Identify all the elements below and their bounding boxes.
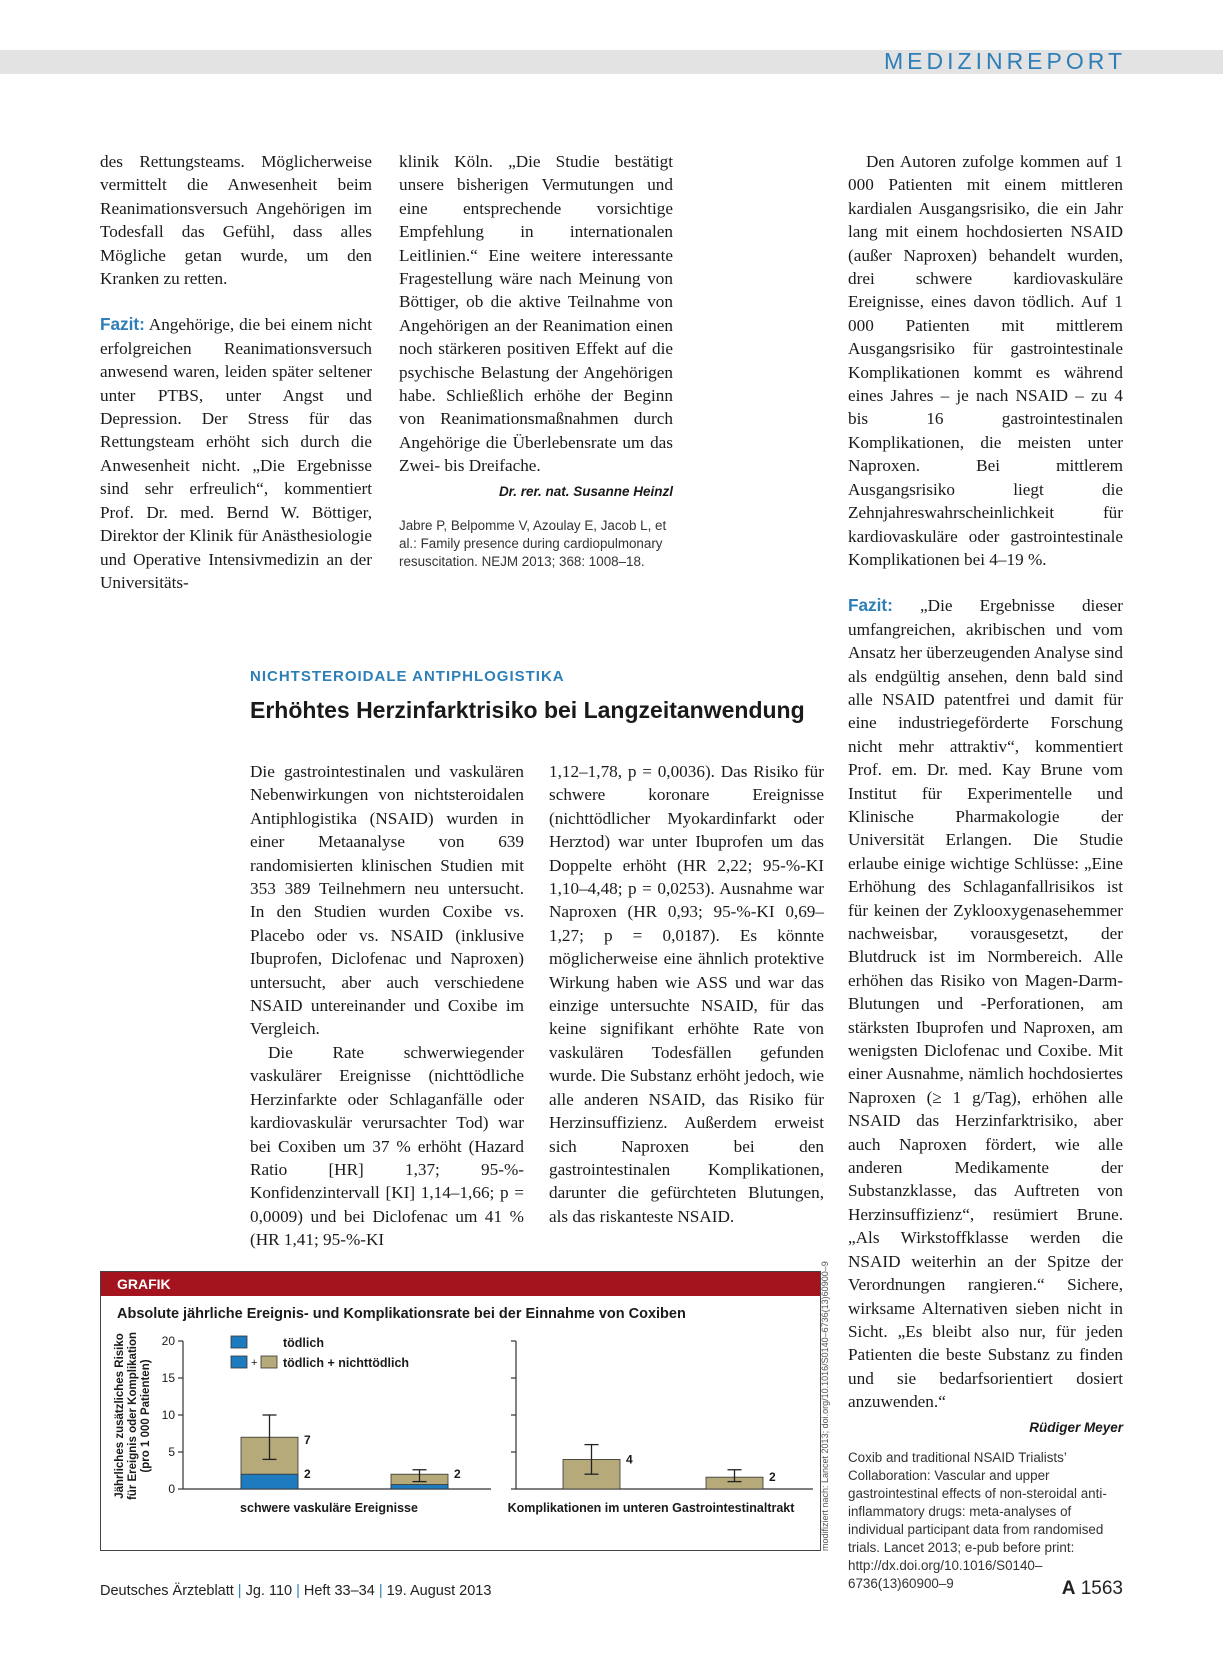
journal-name: Deutsches Ärzteblatt bbox=[100, 1583, 234, 1599]
author-byline: Dr. rer. nat. Susanne Heinzl bbox=[498, 483, 673, 499]
paragraph-fazit bbox=[100, 313, 372, 594]
journal-issue: Heft 33–34 bbox=[303, 1583, 375, 1599]
page-value: 1563 bbox=[1080, 1578, 1123, 1599]
legend-swatch-total bbox=[261, 1356, 277, 1368]
column-3 bbox=[848, 150, 1123, 1593]
article-kicker: NICHTSTEROIDALE ANTIPHLOGISTIKA bbox=[250, 668, 565, 685]
y-tick-label: 0 bbox=[168, 1482, 175, 1496]
fazit-text: Angehörige, die bei einem nicht erfolgreichen Reanimationsversuch anwesend waren, leiden später seltener unter PTBS, unter Angst und Depression. Der Stress für das Rettungsteam erhöht sich durch die Anwesenheit nicht. „Die Ergebnisse sind sehr erfreulich“, kommentiert Prof. Dr. med. Bernd W. Böttiger, Direktor der Klinik für Anästhesiologie und Operative Intensivmedizin an der Universitäts- bbox=[100, 315, 372, 592]
separator: | bbox=[378, 1583, 383, 1599]
legend-label-fatal: tödlich bbox=[283, 1336, 324, 1350]
fazit-label: Fazit: bbox=[848, 595, 893, 616]
y-axis-label-line: (pro 1 000 Patienten) bbox=[140, 1359, 152, 1473]
paragraph: Die Rate schwerwiegender vaskulärer Ereignisse (nichttödliche Herzinfarkte oder Schlaganfälle oder kardiovaskulär verursachter Tod) war bei Coxiben um 37 % erhöht (Hazard Ratio [HR] 1,37; 95-%-Konfidenzintervall [KI] 1,14–1,66; p = 0,0009) und bei Diclofenac um 41 % (HR 1,41; 95-%-KI bbox=[250, 1042, 524, 1250]
y-axis-label-line: Jährliches zusätzliches Risiko bbox=[114, 1333, 126, 1499]
page-number bbox=[1062, 1578, 1123, 1600]
page-footer bbox=[100, 1583, 491, 1599]
data-label-total: 2 bbox=[454, 1467, 461, 1482]
y-tick-label: 5 bbox=[168, 1445, 175, 1459]
data-label-total: 2 bbox=[769, 1470, 776, 1485]
reference: Coxib and traditional NSAID Trialists’ Collaboration: Vascular and upper gastrointestinal effects of non-steroidal anti-inflammatory drugs: meta-analyses of individual participant data from randomised trials. Lancet 2013; e-pub before print: http://dx.doi.org/10.1016/S0140–6736(13)60900–9 bbox=[848, 1449, 1107, 1591]
journal-volume: Jg. 110 bbox=[245, 1583, 293, 1599]
paragraph: 1,12–1,78, p = 0,0036). Das Risiko für schwere koronare Ereignisse (nichttödlicher Myokardinfarkt oder Herztod) war unter Ibuprofen um das Doppelte erhöht (HR 2,22; 95-%-KI 1,10–4,48; p = 0,0253). Ausnahme war Naproxen (HR 0,93; 95-%-KI 0,69–1,27; p = 0,0187). Es könnte möglicherweise eine ähnlich protektive Wirkung haben wie ASS und war das einzige untersuchte NSAID, für das keine signifikant erhöhte Rate von vaskulären Todesfällen gefunden wurde. Die Substanz erhöht jedoch, wie alle anderen NSAID, das Risiko für Herzinsuffizienz. Außerdem erweist sich Naproxen bei den gastrointestinalen Komplikationen, darunter die gefürchteten Blutungen, als das riskanteste NSAID. bbox=[549, 762, 824, 1226]
article-column-b bbox=[549, 760, 824, 1228]
fazit-text: „Die Ergebnisse dieser umfangreichen, akribischen und vom Ansatz her überzeugenden Analyse sind als endgültig ansehen, denn bald sind alle NSAID patentfrei und damit für eine industriegeförderte Forschung nicht mehr attraktiv“, kommentiert Prof. em. Dr. med. Kay Brune vom Institut für Experimentelle und Klinische Pharmakologie der Universität Erlangen. Die Studie erlaube einige wichtige Schlüsse: „Eine Erhöhung des Schlaganfallrisikos ist für keinen der Zyklooxygenasehemmer nachweisbar, vorausgesetzt, der Blutdruck ist im Normbereich. Alle erhöhen das Risiko von Magen-Darm-Blutungen und -Perforationen, am stärksten Ibuprofen und Naproxen, am wenigsten Diclofenac und Coxibe. Mit einer Ausnahme, nämlich hochdosiertes Naproxen (≥ 1 g/Tag), erhöhen alle NSAID das Herzinfarktrisiko, aber auch Naproxen fördert, wie alle anderen Medikamente der Substanzklasse, das Auftreten von Herzinsuffizienz“, resümiert Brune. „Als Wirkstoffklasse werden die NSAID weiterhin an der Spitze der Verordnungen rangieren.“ Sichere, wirksame Alternativen sieben nicht in Sicht. „Es bleibt also nur, für jeden Patienten die beste Substanz zu finden und sie bedarfsorientiert dosiert anzuwenden.“ bbox=[848, 596, 1123, 1412]
paragraph: Den Autoren zufolge kommen auf 1 000 Patienten mit einem mittleren kardialen Ausgangsrisiko, die ein Jahr lang mit einem hochdosierten NSAID (außer Naproxen) behandelt wurden, drei schwere kardiovaskuläre Ereignisse, eines davon tödlich. Auf 1 000 Patienten mit mittlerem Ausgangsrisiko für gastrointestinale Komplikationen kommt es während eines Jahres – je nach NSAID – zu 4 bis 16 gastrointestinalen Komplikationen, die meisten unter Naproxen. Bei mittlerem Ausgangsrisiko liegt die Zehnjahreswahrscheinlichkeit für kardiovaskuläre oder gastrointestinale Komplikationen bei 4–19 %. bbox=[848, 152, 1123, 569]
legend-swatch-fatal-b bbox=[231, 1356, 247, 1368]
group-label: schwere vaskuläre Ereignisse bbox=[240, 1501, 418, 1515]
figure-header: GRAFIK bbox=[101, 1272, 820, 1296]
reference: Jabre P, Belpomme V, Azoulay E, Jacob L, et al.: Family presence during cardiopulmonary resuscitation. NEJM 2013; 368: 1008–18. bbox=[399, 518, 667, 570]
y-axis-label-line: für Ereignis oder Komplikation bbox=[127, 1331, 139, 1501]
paragraph: des Rettungsteams. Möglicherweise vermittelt die Anwesenheit beim Reanimationsversuch Angehörigen im Todesfall das Gefühl, dass alles Mögliche getan wurde, um den Kranken zu retten. bbox=[100, 152, 372, 289]
page-prefix: A bbox=[1061, 1578, 1076, 1599]
paragraph: Die gastrointestinalen und vaskulären Nebenwirkungen von nichtsteroidalen Antiphlogistika (NSAID) wurden in einer Metaanalyse von 639 randomisierten klinischen Studien mit 353 389 Teilnehmern neu untersucht. In den Studien wurden Coxibe vs. Placebo oder vs. NSAID (inklusive Ibuprofen, Diclofenac und Naproxen) untersucht, aber auch verschiedene NSAID untereinander und Coxibe im Vergleich. bbox=[250, 762, 524, 1039]
group-label: Komplikationen im unteren Gastrointestinaltrakt bbox=[507, 1501, 795, 1515]
bar-fatal bbox=[391, 1485, 448, 1489]
legend-plus: + bbox=[251, 1357, 258, 1369]
bar-fatal bbox=[241, 1474, 298, 1489]
separator: | bbox=[237, 1583, 242, 1599]
legend-label-total: tödlich + nichttödlich bbox=[283, 1356, 410, 1370]
paragraph-fazit bbox=[848, 594, 1123, 1413]
chart-title: Absolute jährliche Ereignis- und Komplikationsrate bei der Einnahme von Coxiben bbox=[117, 1306, 686, 1322]
figure-source-note: modifiziert nach: Lancet 2013; doi.org/10.1016/S0140–6736(13)60900–9 bbox=[820, 1261, 830, 1551]
journal-date: 19. August 2013 bbox=[386, 1583, 492, 1599]
y-tick-label: 20 bbox=[161, 1334, 175, 1348]
separator: | bbox=[296, 1583, 300, 1599]
y-tick-label: 10 bbox=[161, 1408, 175, 1422]
data-label-total: 7 bbox=[304, 1433, 311, 1448]
data-label-total: 4 bbox=[626, 1452, 633, 1467]
paragraph: klinik Köln. „Die Studie bestätigt unsere bisherigen Vermutungen und eine entsprechende vorsichtige Empfehlung in internationalen Leitlinien.“ Eine weitere interessante Fragestellung wäre nach Meinung von Böttiger, ob die aktive Teilnahme von Angehörigen an der Reanimation einen noch stärkeren positiven Effekt auf die psychische Belastung der Angehörigen habe. Schließlich erhöhe der Beginn von Reanimationsmaßnahmen durch Angehörige die Überlebensrate um das Zwei- bis Dreifache. bbox=[399, 152, 673, 476]
data-label-fatal: 2 bbox=[304, 1467, 311, 1482]
section-label: MEDIZINREPORT bbox=[884, 48, 1126, 74]
article-headline: Erhöhtes Herzinfarktrisiko bei Langzeitanwendung bbox=[250, 697, 805, 723]
figure-box bbox=[100, 1271, 821, 1551]
fazit-label: Fazit: bbox=[100, 314, 145, 335]
column-2 bbox=[399, 150, 673, 571]
legend-swatch-fatal bbox=[231, 1336, 247, 1348]
article-column-a bbox=[250, 760, 524, 1252]
column-1 bbox=[100, 150, 372, 594]
bar-chart bbox=[101, 1296, 819, 1548]
y-tick-label: 15 bbox=[161, 1371, 175, 1385]
author-byline: Rüdiger Meyer bbox=[1029, 1419, 1123, 1435]
